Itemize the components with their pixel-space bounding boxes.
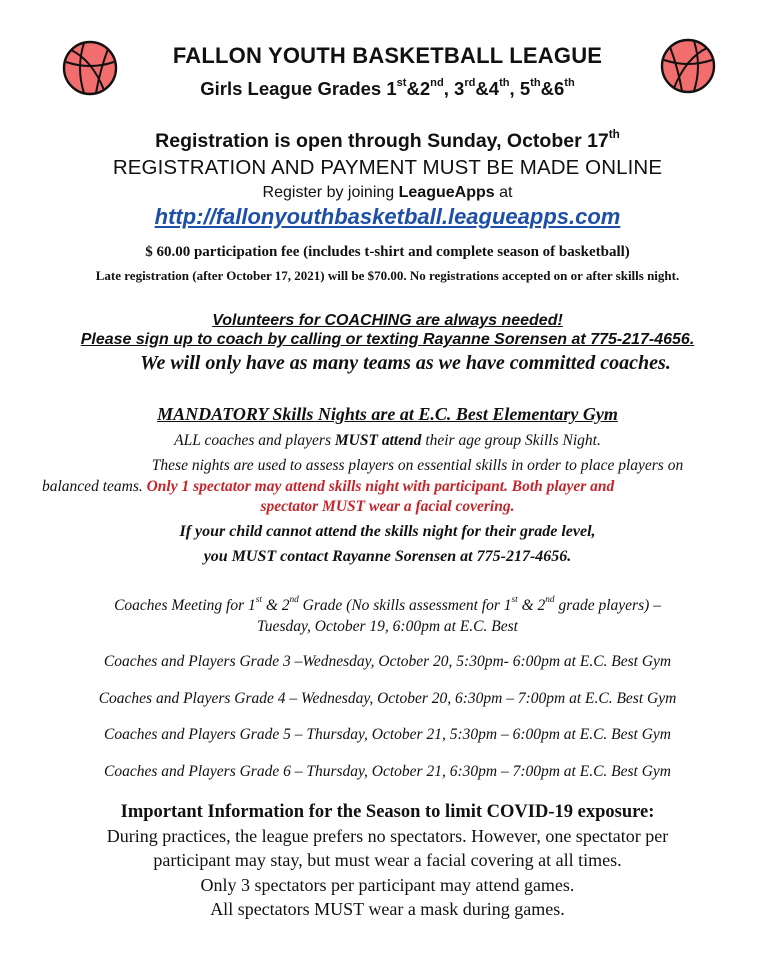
covid-line-4: All spectators MUST wear a mask during games. xyxy=(210,899,565,919)
covid-heading: Important Information for the Season to limit COVID-19 exposure: xyxy=(120,802,655,822)
registration-link[interactable]: http://fallonyouthbasketball.leagueapps.com xyxy=(154,204,621,229)
schedule-grade-4: Coaches and Players Grade 4 – Wednesday, October 20, 6:30pm – 7:00pm at E.C. Best Gym xyxy=(98,690,677,707)
participation-fee: $ 60.00 participation fee (includes t-shirt and complete season of basketball) xyxy=(145,244,630,260)
skills-contact-line1: If your child cannot attend the skills night for their grade level, xyxy=(179,523,596,540)
skills-spectator-text: balanced teams. Only 1 spectator may attend skills night with participant. Both player and xyxy=(42,478,615,495)
skills-facial-covering-text: spectator MUST wear a facial covering. xyxy=(260,498,515,515)
skills-nights-heading: MANDATORY Skills Nights are at E.C. Best Elementary Gym xyxy=(157,404,618,424)
volunteers-contact: Please sign up to coach by calling or texting Rayanne Sorensen at 775-217-4656. xyxy=(80,331,695,348)
schedule-grade-3: Coaches and Players Grade 3 –Wednesday, October 20, 5:30pm- 6:00pm at E.C. Best Gym xyxy=(103,653,672,670)
covid-line-2: participant may stay, but must wear a facial covering at all times. xyxy=(153,850,622,870)
skills-purpose-text: These nights are used to assess players on essential skills in order to place players on xyxy=(151,457,684,474)
register-instructions: Register by joining LeagueApps at xyxy=(262,184,513,201)
covid-line-1: During practices, the league prefers no spectators. However, one spectator per xyxy=(106,826,669,846)
schedule-grade-5: Coaches and Players Grade 5 – Thursday, October 21, 5:30pm – 6:00pm at E.C. Best Gym xyxy=(104,726,671,743)
teams-note: We will only have as many teams as we have committed coaches. xyxy=(140,352,671,374)
registration-open-text: Registration is open through Sunday, October 17th xyxy=(155,127,620,152)
page-subtitle: Girls League Grades 1st&2nd, 3rd&4th, 5th&6th xyxy=(200,77,575,99)
covid-line-3: Only 3 spectators per participant may attend games. xyxy=(200,875,575,895)
page-title: FALLON YOUTH BASKETBALL LEAGUE xyxy=(172,43,603,68)
skills-contact-line2: you MUST contact Rayanne Sorensen at 775-217-4656. xyxy=(203,548,572,565)
schedule-grade-6: Coaches and Players Grade 6 – Thursday, October 21, 6:30pm – 7:00pm at E.C. Best Gym xyxy=(104,763,671,780)
coaches-meeting-line1: Coaches Meeting for 1st & 2nd Grade (No skills assessment for 1st & 2nd grade players) – xyxy=(114,595,661,614)
registration-online-text: REGISTRATION AND PAYMENT MUST BE MADE ONLINE xyxy=(112,156,663,179)
skills-attendance-text: ALL coaches and players MUST attend their age group Skills Night. xyxy=(174,432,601,449)
late-registration-note: Late registration (after October 17, 2021) will be $70.00. No registrations accepted on or after skills night. xyxy=(95,268,680,283)
coaches-meeting-line2: Tuesday, October 19, 6:00pm at E.C. Best xyxy=(257,618,518,635)
volunteers-heading: Volunteers for COACHING are always needed! xyxy=(212,312,563,329)
